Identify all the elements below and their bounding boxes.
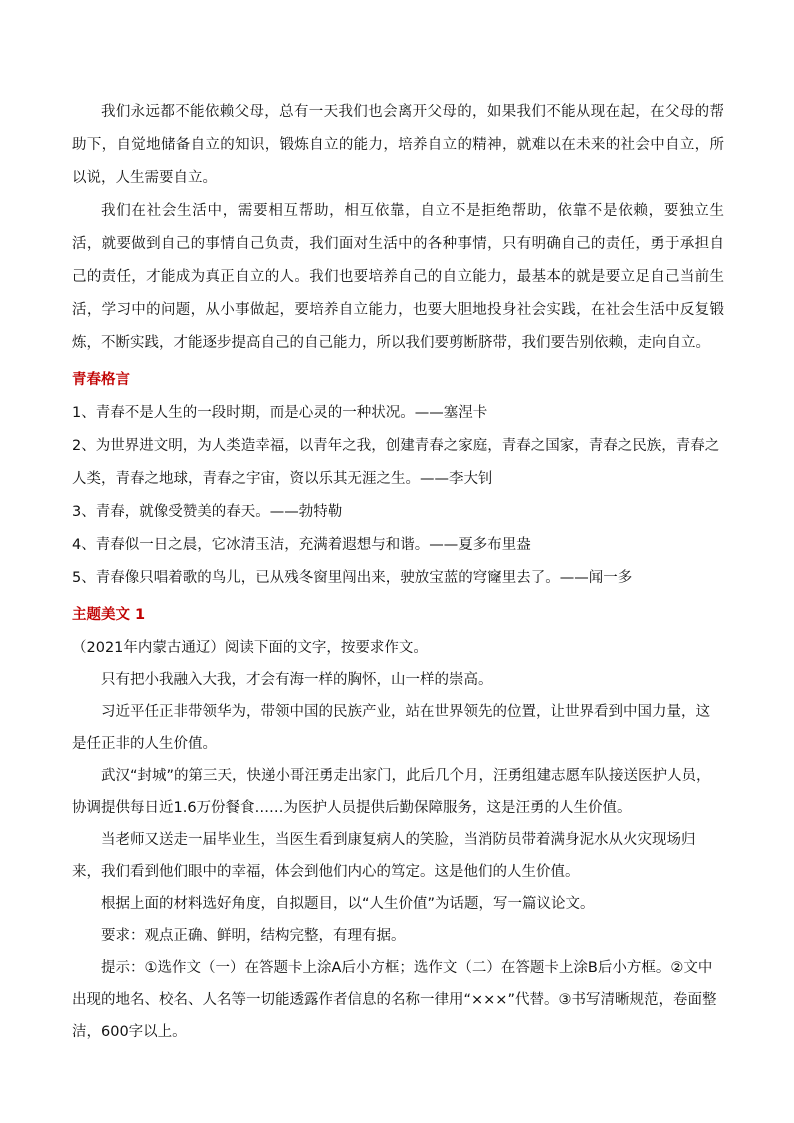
quotes-heading: 青春格言 bbox=[72, 372, 130, 388]
essay-paragraph: 武汉“封城”的第三天，快递小哥汪勇走出家门，此后几个月，汪勇组建志愿车队接送医护人员，协调提供每日近1.6万份餐食……为医护人员提供后勤保障服务，这是汪勇的人生价值。 bbox=[72, 768, 711, 816]
quote-item: 2、为世界进文明，为人类造幸福，以青年之我，创建青春之家庭，青春之国家，青春之民族，青春之人类，青春之地球，青春之宇宙，资以乐其无涯之生。——李大钊 bbox=[72, 438, 720, 487]
document-page bbox=[72, 96, 724, 1048]
essay-paragraph: 习近平任正非带领华为，带领中国的民族产业，站在世界领先的位置，让世界看到中国力量，这是任正非的人生价值。 bbox=[72, 704, 710, 752]
essay-requirements: 要求：观点正确、鲜明，结构完整，有理有据。 bbox=[101, 928, 406, 944]
quote-item: 3、青春，就像受赞美的春天。——勃特勒 bbox=[72, 504, 343, 520]
intro-section bbox=[72, 96, 724, 360]
intro-paragraph: 我们在社会生活中，需要相互帮助，相互依靠，自立不是拒绝帮助，依靠不是依赖，要独立生活，就要做到自己的事情自己负责，我们面对生活中的各种事情，只有明确自己的责任，勇于承担自己的责任，才能成为真正自立的人。我们也要培养自己的自立能力，最基本的就是要立足自己当前生活，学习中的问题，从小事做起，要培养自立能力，也要大胆地投身社会实践，在社会生活中反复锻炼，不断实践，才能逐步提高自己的自己能力，所以我们要剪断脐带，我们要告别依赖，走向自立。 bbox=[72, 203, 724, 351]
essay-section bbox=[72, 595, 724, 1048]
essay-tips: 提示：①选作文（一）在答题卡上涂A后小方框；选作文（二）在答题卡上涂B后小方框。②文中出现的地名、校名、人名等一切能透露作者信息的名称一律用“×××”代替。③书写清晰规范，卷面整洁，600字以上。 bbox=[72, 960, 717, 1040]
essay-prompt-intro: （2021年内蒙古通辽）阅读下面的文字，按要求作文。 bbox=[72, 640, 428, 656]
essay-heading: 主题美文 1 bbox=[72, 607, 146, 623]
quote-item: 4、青春似一日之晨，它冰清玉洁，充满着遐想与和谐。——夏多布里盎 bbox=[72, 537, 531, 553]
intro-paragraph: 我们永远都不能依赖父母，总有一天我们也会离开父母的，如果我们不能从现在起，在父母的帮助下，自觉地储备自立的知识，锻炼自立的能力，培养自立的精神，就难以在未来的社会中自立，所以说，人生需要自立。 bbox=[72, 104, 724, 186]
quotes-section bbox=[72, 360, 724, 595]
essay-paragraph: 只有把小我融入大我，才会有海一样的胸怀，山一样的崇高。 bbox=[101, 672, 493, 688]
quote-item: 1、青春不是人生的一段时期，而是心灵的一种状况。——塞涅卡 bbox=[72, 405, 488, 421]
essay-instruction: 根据上面的材料选好角度，自拟题目，以“人生价值”为话题，写一篇议论文。 bbox=[101, 896, 595, 912]
essay-paragraph: 当老师又送走一届毕业生，当医生看到康复病人的笑脸，当消防员带着满身泥水从火灾现场归来，我们看到他们眼中的幸福，体会到他们内心的笃定。这是他们的人生价值。 bbox=[72, 832, 696, 880]
quote-item: 5、青春像只唱着歌的鸟儿，已从残冬窗里闯出来，驶放宝蓝的穹窿里去了。——闻一多 bbox=[72, 570, 633, 586]
